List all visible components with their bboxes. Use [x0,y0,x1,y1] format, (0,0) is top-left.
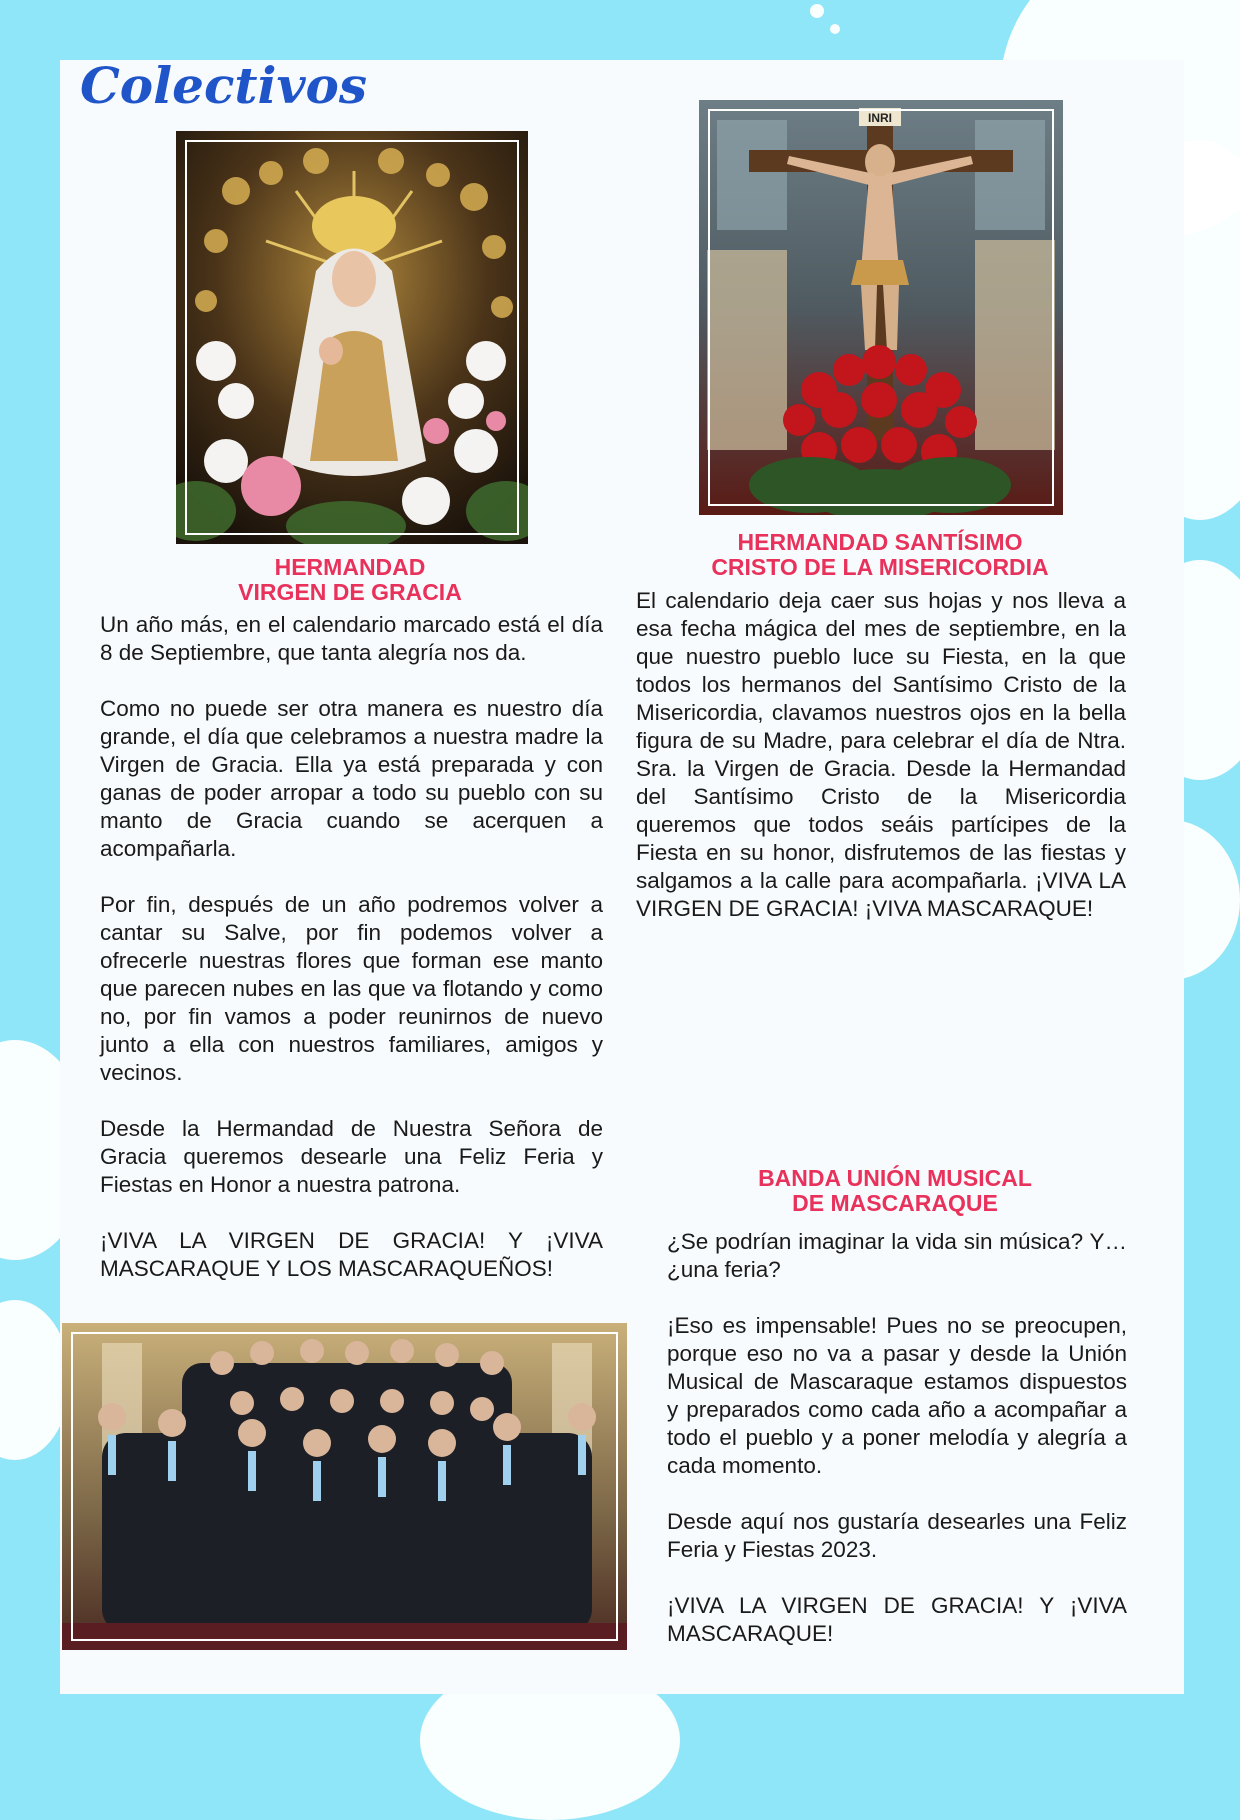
virgen-paragraph-2: Como no puede ser otra manera es nuestro día grande, el día que celebramos a nuestra madre la Virgen de Gracia. Ella ya está preparada y con ganas de poder arropar a todo su pueblo con su manto de Gracia cuando se acerquen a acompañarla. [100,696,603,861]
banda-paragraph-4: ¡VIVA LA VIRGEN DE GRACIA! Y ¡VIVA MASCARAQUE! [667,1593,1127,1646]
decor-blob [830,24,840,34]
virgen-photo [176,131,528,544]
virgen-paragraph-1: Un año más, en el calendario marcado está el día 8 de Septiembre, que tanta alegría nos da. [100,612,603,665]
virgen-paragraph-5: ¡VIVA LA VIRGEN DE GRACIA! Y ¡VIVA MASCARAQUE Y LOS MASCARAQUEÑOS! [100,1228,603,1281]
cristo-image [699,100,1063,515]
banda-section-title [670,1166,1120,1216]
page-heading: Colectivos [80,56,368,115]
banda-title-line2: DE MASCARAQUE [792,1190,998,1216]
virgen-title-line2: VIRGEN DE GRACIA [238,579,462,605]
banda-paragraph-1: ¿Se podrían imaginar la vida sin música? Y… ¿una feria? [667,1229,1127,1282]
virgen-title-line1: HERMANDAD [274,554,426,580]
cristo-title-line1: HERMANDAD SANTÍSIMO [737,529,1023,555]
banda-image [62,1323,627,1650]
virgen-paragraph-3: Por fin, después de un año podremos volver a cantar su Salve, por fin podemos volver a ofrecerle nuestras flores que forman ese manto que parecen nubes en las que va flotando y como no, por fin vamos a poder reunirnos de nuevo junto a ella con nuestros familiares, amigos y vecinos. [100,892,603,1085]
cristo-title-line2: CRISTO DE LA MISERICORDIA [711,554,1049,580]
banda-paragraph-2: ¡Eso es impensable! Pues no se preocupen, porque eso no va a pasar y desde la Unión Musical de Mascaraque estamos dispuestos y preparados como cada año a acompañar a todo el pueblo y a poner melodía y alegría a cada momento. [667,1313,1127,1478]
cristo-photo [699,100,1063,515]
banda-paragraph-3: Desde aquí nos gustaría desearles una Feliz Feria y Fiestas 2023. [667,1509,1127,1562]
banda-title-line1: BANDA UNIÓN MUSICAL [758,1165,1032,1191]
cristo-section-title [650,530,1110,580]
virgen-body [100,611,603,1283]
banda-body [667,1228,1127,1648]
cristo-paragraph-1: El calendario deja caer sus hojas y nos lleva a esa fecha mágica del mes de septiembre, en la que nuestro pueblo luce su Fiesta, en la que todos los hermanos del Santísimo Cristo de la Misericordia, clavamos nuestros ojos en la bella figura de su Madre, para celebrar el día de Ntra. Sra. la Virgen de Gracia. Desde la Hermandad del Santísimo Cristo de la Misericordia queremos que todos seáis partícipes de la Fiesta en su honor, disfrutemos de las fiestas y salgamos a la calle para acompañarla. ¡VIVA LA VIRGEN DE GRACIA! ¡VIVA MASCARAQUE! [636,588,1126,921]
virgen-paragraph-4: Desde la Hermandad de Nuestra Señora de Gracia queremos desearle una Feliz Feria y Fiestas en Honor a nuestra patrona. [100,1116,603,1197]
cristo-body [636,587,1126,923]
banda-photo [62,1323,627,1650]
virgen-image [176,131,528,544]
inri-sign: INRI [868,111,892,125]
virgen-section-title [150,555,550,605]
decor-blob [810,4,824,18]
